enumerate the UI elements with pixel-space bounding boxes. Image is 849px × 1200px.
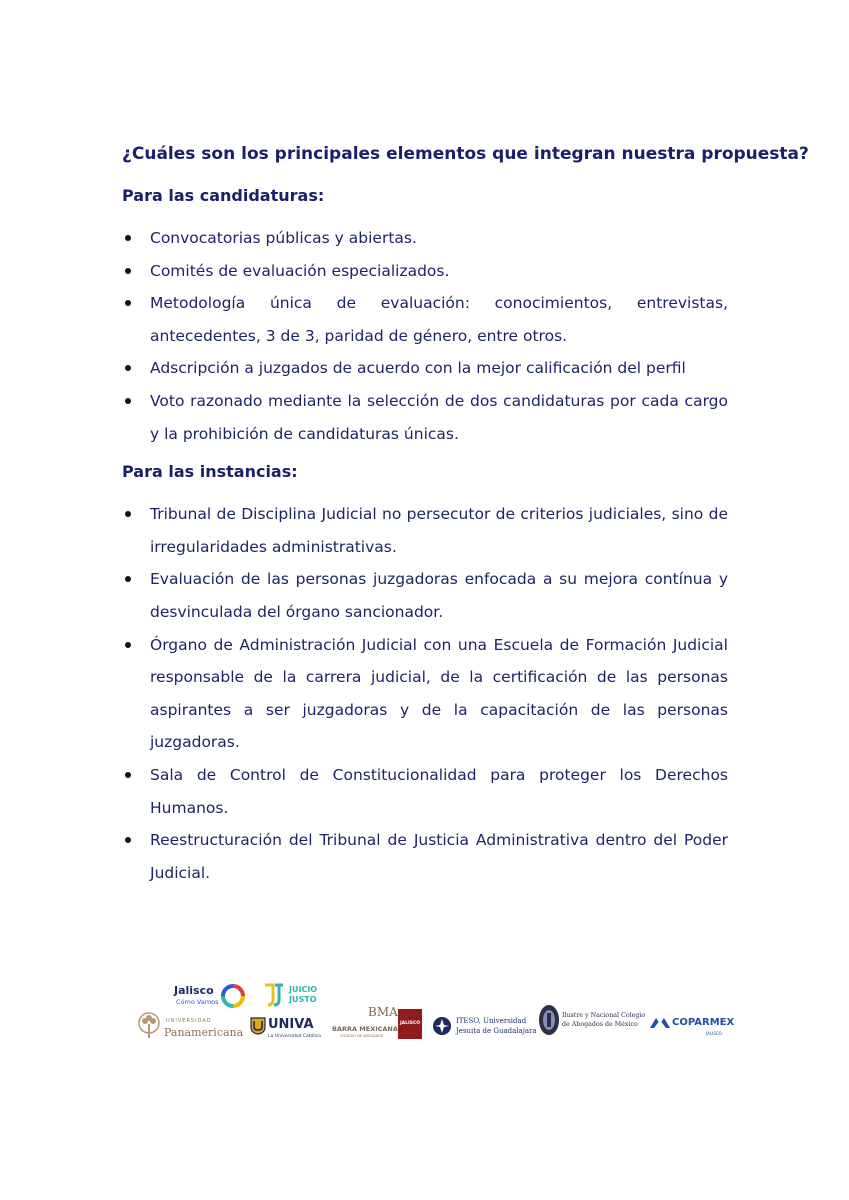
juicio-justo-line2: JUSTO xyxy=(289,995,317,1004)
panamericana-name: Panamericana xyxy=(164,1026,244,1039)
coparmex-mark-icon xyxy=(650,1016,670,1032)
juicio-justo-logo xyxy=(262,982,332,1010)
document-body xyxy=(122,138,809,889)
univa-tagline: La Universidad Católica xyxy=(268,1034,322,1039)
juicio-justo-mark-icon xyxy=(262,982,286,1008)
barra-name: BARRA MEXICANA xyxy=(332,1025,398,1033)
jalisco-logo-name: Jalisco xyxy=(174,984,214,997)
list-item: Voto razonado mediante la selección de dos candidaturas por cada cargo y la prohibición de candidaturas únicas. xyxy=(122,385,728,450)
list-item: Órgano de Administración Judicial con una Escuela de Formación Judicial responsable de la carrera judicial, de la certificación de las personas aspirantes a ser juzgadoras y de la capacitación de las personas juzgadoras. xyxy=(122,629,728,759)
list-item: Comités de evaluación especializados. xyxy=(122,255,728,288)
panamericana-small-text: UNIVERSIDAD xyxy=(166,1018,212,1024)
colegio-abogados-logo xyxy=(538,1002,646,1040)
instancias-list xyxy=(122,498,728,889)
coparmex-name: COPARMEX xyxy=(672,1017,735,1028)
univa-logo xyxy=(250,1015,326,1043)
list-item: Reestructuración del Tribunal de Justicia Administrativa dentro del Poder Judicial. xyxy=(122,824,728,889)
colegio-crest-icon xyxy=(538,1003,560,1037)
coparmex-sub: JALISCO xyxy=(706,1031,722,1036)
list-item: Tribunal de Disciplina Judicial no persecutor de criterios judiciales, sino de irregularidades administrativas. xyxy=(122,498,728,563)
universidad-panamericana-logo xyxy=(136,1010,244,1044)
panamericana-tree-icon xyxy=(136,1012,162,1042)
barra-jalisco-badge xyxy=(398,1009,422,1039)
section-heading-instancias: Para las instancias: xyxy=(122,462,298,482)
juicio-justo-line1: JUICIO xyxy=(289,985,318,994)
barra-subtitle: COLEGIO DE ABOGADOS xyxy=(340,1034,384,1038)
list-item: Metodología única de evaluación: conocimientos, entrevistas, antecedentes, 3 de 3, paridad de género, entre otros. xyxy=(122,287,728,352)
list-item: Sala de Control de Constitucionalidad para proteger los Derechos Humanos. xyxy=(122,759,728,824)
iteso-emblem-icon xyxy=(432,1016,452,1036)
univa-shield-icon xyxy=(250,1017,266,1035)
univa-name: UNIVA xyxy=(268,1017,314,1032)
page-question-heading: ¿Cuáles son los principales elementos que integran nuestra propuesta? xyxy=(122,144,809,164)
colegio-line2: de Abogados de México xyxy=(562,1021,638,1028)
candidaturas-list xyxy=(122,222,728,450)
list-item: Evaluación de las personas juzgadoras enfocada a su mejora contínua y desvinculada del órgano sancionador. xyxy=(122,563,728,628)
iteso-line2: Jesuita de Guadalajara xyxy=(456,1027,537,1035)
list-item: Convocatorias públicas y abiertas. xyxy=(122,222,728,255)
barra-monogram: BMA xyxy=(368,1005,398,1019)
jalisco-como-vamos-logo xyxy=(170,982,248,1012)
jalisco-logo-tagline: Cómo Vamos xyxy=(176,998,219,1006)
barra-mexicana-logo xyxy=(330,1005,422,1041)
list-item: Adscripción a juzgados de acuerdo con la mejor calificación del perfil xyxy=(122,352,728,385)
iteso-line1: ITESO, Universidad xyxy=(456,1017,527,1025)
jalisco-ring-icon xyxy=(220,983,246,1009)
colegio-line1: Ilustre y Nacional Colegio xyxy=(562,1012,646,1019)
section-heading-candidaturas: Para las candidaturas: xyxy=(122,186,325,205)
barra-badge-text: JALISCO xyxy=(400,1021,421,1026)
coparmex-logo xyxy=(650,1014,736,1042)
iteso-logo xyxy=(432,1014,537,1040)
